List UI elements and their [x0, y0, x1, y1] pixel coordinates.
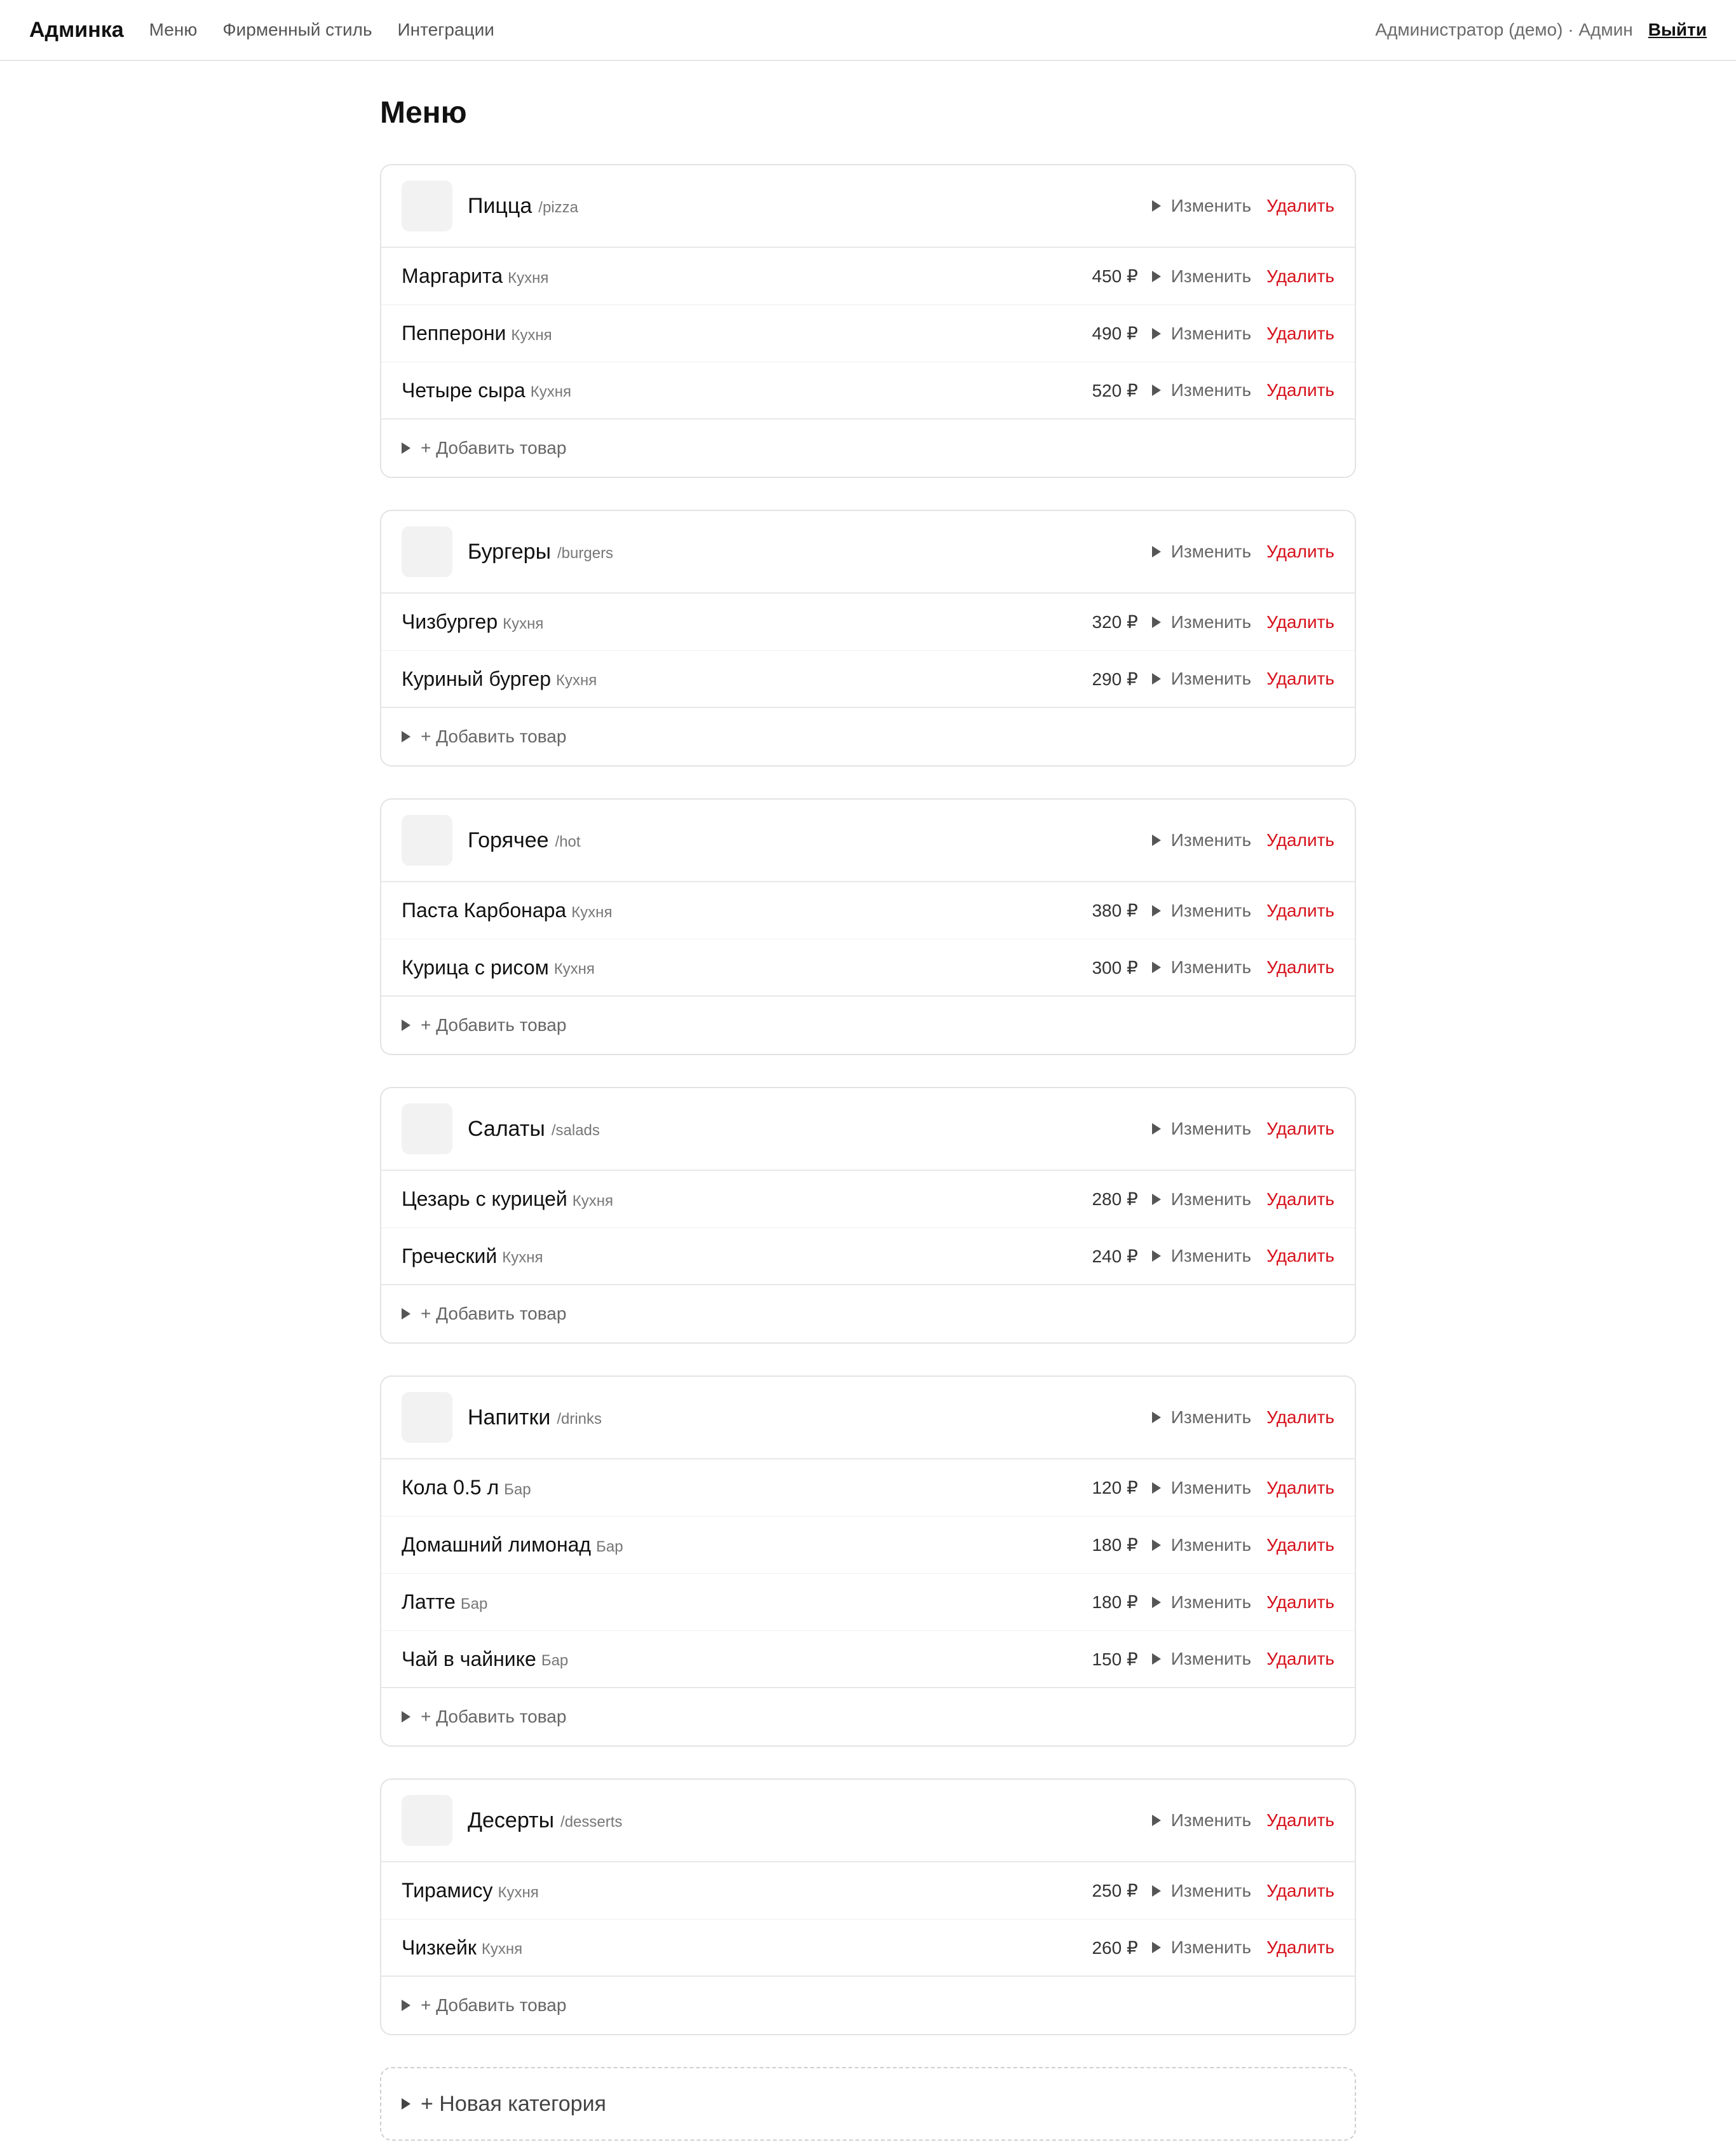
- row-actions: [1092, 266, 1334, 287]
- menu-item-row: [381, 248, 1355, 305]
- row-actions: [1092, 323, 1334, 344]
- row-actions: [1152, 1119, 1334, 1139]
- expand-triangle-icon: [1152, 1194, 1161, 1205]
- category-name: Напитки: [468, 1405, 551, 1429]
- expand-triangle-icon: [1152, 1815, 1161, 1826]
- category-list: [380, 164, 1356, 2035]
- item-price: 300 ₽: [1092, 957, 1138, 978]
- item-name: Кола 0.5 л: [402, 1476, 499, 1499]
- item-station: Кухня: [498, 1883, 539, 1901]
- category-header: [381, 1377, 1355, 1459]
- edit-toggle[interactable]: [1152, 1407, 1251, 1428]
- item-price: 380 ₽: [1092, 901, 1138, 920]
- item-price: 150 ₽: [1092, 1649, 1138, 1669]
- edit-label: Изменить: [1170, 1407, 1252, 1427]
- current-user-label: Администратор (демо) · Админ: [1375, 20, 1633, 39]
- edit-label: Изменить: [1170, 1592, 1252, 1612]
- row-actions: [1152, 1407, 1334, 1428]
- row-actions: [1092, 669, 1334, 690]
- category-slug: /burgers: [557, 545, 614, 562]
- edit-label: Изменить: [1170, 542, 1252, 561]
- expand-triangle-icon: [1152, 1885, 1161, 1897]
- expand-triangle-icon: [1152, 200, 1161, 212]
- category-slug: /desserts: [560, 1813, 623, 1831]
- edit-toggle[interactable]: [1152, 957, 1251, 978]
- delete-button[interactable]: Удалить: [1266, 380, 1334, 400]
- category-image-placeholder[interactable]: [402, 1392, 452, 1443]
- edit-label: Изменить: [1170, 1880, 1252, 1900]
- edit-label: Изменить: [1170, 1937, 1252, 1957]
- delete-button[interactable]: Удалить: [1266, 1937, 1334, 1957]
- edit-toggle[interactable]: [1152, 1937, 1251, 1958]
- edit-toggle[interactable]: [1152, 542, 1251, 562]
- menu-item-row: [381, 1920, 1355, 1977]
- category-card: [380, 510, 1356, 767]
- image-placeholder-icon: [425, 1814, 428, 1827]
- row-actions: [1092, 1592, 1334, 1613]
- edit-label: Изменить: [1170, 1649, 1252, 1668]
- category-card: [380, 164, 1356, 478]
- item-price: 490 ₽: [1092, 324, 1138, 343]
- edit-label: Изменить: [1170, 900, 1252, 920]
- menu-item-row: [381, 939, 1355, 997]
- item-name: Латте: [402, 1590, 456, 1613]
- add-item-label: + Добавить товар: [421, 1304, 567, 1323]
- menu-item-row: [381, 1459, 1355, 1517]
- new-category-toggle[interactable]: [380, 2067, 1356, 2141]
- image-placeholder-icon: [425, 834, 428, 847]
- category-header: [381, 165, 1355, 248]
- edit-toggle[interactable]: [1152, 1810, 1251, 1831]
- row-actions: [1152, 830, 1334, 850]
- add-item-toggle[interactable]: [381, 420, 1355, 477]
- item-name: Четыре сыра: [402, 378, 526, 402]
- menu-item-row: [381, 1631, 1355, 1688]
- delete-button[interactable]: Удалить: [1266, 1189, 1334, 1209]
- row-actions: [1092, 1534, 1334, 1555]
- add-item-label: + Добавить товар: [421, 1995, 567, 2015]
- item-station: Бар: [460, 1595, 488, 1613]
- edit-label: Изменить: [1170, 380, 1252, 400]
- category-card: [380, 1778, 1356, 2035]
- row-actions: [1092, 1246, 1334, 1267]
- expand-triangle-icon: [1152, 1597, 1161, 1608]
- edit-toggle[interactable]: [1152, 1535, 1251, 1555]
- edit-label: Изменить: [1170, 1810, 1252, 1830]
- category-name: Горячее: [468, 828, 549, 852]
- category-card: [380, 798, 1356, 1055]
- category-card: [380, 1375, 1356, 1747]
- item-price: 450 ₽: [1092, 266, 1138, 286]
- delete-button[interactable]: Удалить: [1266, 266, 1334, 286]
- expand-triangle-icon: [1152, 1250, 1161, 1262]
- expand-triangle-icon: [1152, 1942, 1161, 1953]
- category-image-placeholder[interactable]: [402, 1103, 452, 1154]
- item-station: Кухня: [508, 269, 549, 287]
- delete-button[interactable]: Удалить: [1266, 1592, 1334, 1612]
- add-item-label: + Добавить товар: [421, 438, 567, 458]
- add-item-toggle[interactable]: [381, 997, 1355, 1054]
- item-station: Кухня: [571, 903, 613, 921]
- category-header: [381, 1088, 1355, 1171]
- nav-link-brand-style[interactable]: Фирменный стиль: [222, 20, 372, 39]
- item-name: Чай в чайнике: [402, 1647, 536, 1670]
- category-name: Десерты: [468, 1808, 555, 1832]
- item-price: 320 ₽: [1092, 612, 1138, 632]
- menu-item-row: [381, 594, 1355, 651]
- menu-item-row: [381, 1862, 1355, 1920]
- add-item-label: + Добавить товар: [421, 1707, 567, 1726]
- delete-button[interactable]: Удалить: [1266, 1407, 1334, 1427]
- category-slug: /hot: [555, 833, 581, 850]
- item-name: Домашний лимонад: [402, 1533, 592, 1556]
- page-title: Меню: [380, 96, 467, 130]
- delete-button[interactable]: Удалить: [1266, 1810, 1334, 1830]
- delete-button[interactable]: Удалить: [1266, 611, 1334, 632]
- edit-label: Изменить: [1170, 1119, 1252, 1138]
- delete-button[interactable]: Удалить: [1266, 1477, 1334, 1498]
- category-header: [381, 511, 1355, 594]
- category-image-placeholder[interactable]: [402, 815, 452, 866]
- menu-item-row: [381, 362, 1355, 420]
- expand-triangle-icon: [402, 1711, 410, 1723]
- edit-toggle[interactable]: [1152, 612, 1251, 632]
- item-name: Курица с рисом: [402, 955, 549, 979]
- delete-button[interactable]: Удалить: [1266, 542, 1334, 561]
- category-header: [381, 1780, 1355, 1862]
- add-item-label: + Добавить товар: [421, 1015, 567, 1035]
- top-navigation-bar: [0, 0, 1736, 61]
- item-station: Бар: [504, 1480, 531, 1498]
- edit-toggle[interactable]: [1152, 380, 1251, 400]
- item-station: Кухня: [481, 1941, 523, 1958]
- user-area: [1375, 20, 1707, 40]
- category-card: [380, 1087, 1356, 1344]
- delete-button[interactable]: Удалить: [1266, 1246, 1334, 1266]
- logout-link[interactable]: Выйти: [1648, 20, 1707, 39]
- delete-button[interactable]: Удалить: [1266, 1880, 1334, 1900]
- row-actions: [1092, 611, 1334, 632]
- delete-button[interactable]: Удалить: [1266, 196, 1334, 215]
- item-name: Паста Карбонара: [402, 899, 567, 922]
- item-price: 520 ₽: [1092, 380, 1138, 400]
- image-placeholder-icon: [425, 545, 428, 559]
- expand-triangle-icon: [402, 2098, 410, 2110]
- delete-button[interactable]: Удалить: [1266, 957, 1334, 977]
- edit-toggle[interactable]: [1152, 1649, 1251, 1669]
- category-image-placeholder[interactable]: [402, 181, 452, 231]
- menu-item-row: [381, 1171, 1355, 1228]
- new-category-label: + Новая категория: [421, 2091, 606, 2116]
- row-actions: [1092, 1937, 1334, 1958]
- item-name: Маргарита: [402, 264, 503, 287]
- category-slug: /pizza: [538, 199, 578, 216]
- row-actions: [1092, 380, 1334, 401]
- item-name: Цезарь с курицей: [402, 1187, 567, 1210]
- row-actions: [1092, 1649, 1334, 1670]
- image-placeholder-icon: [425, 1411, 428, 1424]
- category-name: Пицца: [468, 193, 532, 218]
- row-actions: [1092, 957, 1334, 978]
- edit-toggle[interactable]: [1152, 1189, 1251, 1210]
- item-station: Кухня: [502, 1249, 543, 1266]
- expand-triangle-icon: [402, 731, 410, 742]
- edit-label: Изменить: [1170, 611, 1252, 632]
- expand-triangle-icon: [1152, 1653, 1161, 1665]
- expand-triangle-icon: [1152, 546, 1161, 557]
- row-actions: [1092, 1477, 1334, 1498]
- add-item-toggle[interactable]: [381, 1688, 1355, 1745]
- edit-toggle[interactable]: [1152, 196, 1251, 216]
- item-name: Чизкейк: [402, 1935, 477, 1959]
- expand-triangle-icon: [1152, 617, 1161, 628]
- add-item-label: + Добавить товар: [421, 727, 567, 746]
- row-actions: [1092, 1189, 1334, 1210]
- item-price: 280 ₽: [1092, 1189, 1138, 1209]
- expand-triangle-icon: [1152, 1539, 1161, 1551]
- category-image-placeholder[interactable]: [402, 526, 452, 577]
- edit-toggle[interactable]: [1152, 1246, 1251, 1266]
- row-actions: [1152, 1810, 1334, 1831]
- category-slug: /salads: [551, 1122, 600, 1139]
- edit-toggle[interactable]: [1152, 1478, 1251, 1498]
- edit-toggle[interactable]: [1152, 1592, 1251, 1613]
- nav-link-menu[interactable]: Меню: [149, 20, 198, 39]
- expand-triangle-icon: [1152, 962, 1161, 973]
- item-station: Кухня: [511, 326, 552, 344]
- item-price: 250 ₽: [1092, 1881, 1138, 1900]
- edit-label: Изменить: [1170, 266, 1252, 286]
- expand-triangle-icon: [1152, 673, 1161, 685]
- item-name: Греческий: [402, 1244, 498, 1267]
- edit-label: Изменить: [1170, 1246, 1252, 1266]
- menu-item-row: [381, 1517, 1355, 1574]
- edit-toggle[interactable]: [1152, 1881, 1251, 1901]
- category-slug: /drinks: [557, 1410, 602, 1428]
- add-item-toggle[interactable]: [381, 1977, 1355, 2034]
- main-content: [380, 61, 1356, 2141]
- edit-label: Изменить: [1170, 669, 1252, 688]
- item-station: Бар: [596, 1538, 623, 1555]
- category-header: [381, 800, 1355, 882]
- expand-triangle-icon: [1152, 1123, 1161, 1135]
- edit-label: Изменить: [1170, 1534, 1252, 1555]
- item-price: 240 ₽: [1092, 1246, 1138, 1266]
- expand-triangle-icon: [1152, 1412, 1161, 1423]
- delete-button[interactable]: Удалить: [1266, 900, 1334, 920]
- edit-label: Изменить: [1170, 323, 1252, 343]
- expand-triangle-icon: [402, 1308, 410, 1320]
- item-station: Кухня: [556, 672, 597, 689]
- edit-toggle[interactable]: [1152, 901, 1251, 921]
- category-name: Салаты: [468, 1116, 545, 1141]
- expand-triangle-icon: [402, 1020, 410, 1031]
- row-actions: [1092, 1880, 1334, 1901]
- category-name: Бургеры: [468, 539, 552, 564]
- edit-toggle[interactable]: [1152, 1119, 1251, 1139]
- add-item-toggle[interactable]: [381, 1285, 1355, 1342]
- expand-triangle-icon: [402, 2000, 410, 2011]
- expand-triangle-icon: [1152, 328, 1161, 339]
- item-price: 180 ₽: [1092, 1535, 1138, 1555]
- edit-label: Изменить: [1170, 957, 1252, 977]
- expand-triangle-icon: [1152, 271, 1161, 282]
- row-actions: [1152, 196, 1334, 216]
- item-name: Пепперони: [402, 322, 506, 345]
- nav-link-integrations[interactable]: Интеграции: [397, 20, 494, 39]
- item-station: Кухня: [572, 1192, 614, 1210]
- item-station: Кухня: [553, 960, 595, 978]
- category-image-placeholder[interactable]: [402, 1795, 452, 1846]
- item-name: Чизбургер: [402, 610, 498, 633]
- menu-item-row: [381, 1574, 1355, 1631]
- expand-triangle-icon: [1152, 905, 1161, 917]
- edit-toggle[interactable]: [1152, 669, 1251, 689]
- image-placeholder-icon: [425, 200, 428, 213]
- row-actions: [1092, 900, 1334, 921]
- edit-label: Изменить: [1170, 1477, 1252, 1498]
- item-price: 290 ₽: [1092, 669, 1138, 689]
- item-station: Кухня: [503, 615, 544, 632]
- menu-item-row: [381, 651, 1355, 708]
- add-item-toggle[interactable]: [381, 708, 1355, 765]
- expand-triangle-icon: [1152, 1482, 1161, 1494]
- edit-label: Изменить: [1170, 1189, 1252, 1209]
- delete-button[interactable]: Удалить: [1266, 830, 1334, 850]
- expand-triangle-icon: [1152, 385, 1161, 396]
- item-name: Тирамису: [402, 1879, 493, 1902]
- item-station: Бар: [541, 1652, 569, 1669]
- delete-button[interactable]: Удалить: [1266, 1534, 1334, 1555]
- item-price: 120 ₽: [1092, 1478, 1138, 1498]
- item-price: 260 ₽: [1092, 1937, 1138, 1958]
- menu-item-row: [381, 305, 1355, 362]
- edit-label: Изменить: [1170, 830, 1252, 850]
- item-price: 180 ₽: [1092, 1592, 1138, 1612]
- expand-triangle-icon: [1152, 835, 1161, 846]
- delete-button[interactable]: Удалить: [1266, 1119, 1334, 1138]
- edit-toggle[interactable]: [1152, 830, 1251, 850]
- item-station: Кухня: [530, 383, 572, 400]
- image-placeholder-icon: [425, 1122, 428, 1136]
- expand-triangle-icon: [402, 442, 410, 454]
- brand-logo-text[interactable]: Админка: [29, 17, 124, 42]
- edit-toggle[interactable]: [1152, 324, 1251, 344]
- delete-button[interactable]: Удалить: [1266, 669, 1334, 688]
- item-name: Куриный бургер: [402, 667, 552, 690]
- delete-button[interactable]: Удалить: [1266, 323, 1334, 343]
- menu-item-row: [381, 882, 1355, 939]
- edit-label: Изменить: [1170, 196, 1252, 215]
- delete-button[interactable]: Удалить: [1266, 1649, 1334, 1668]
- edit-toggle[interactable]: [1152, 266, 1251, 287]
- row-actions: [1152, 542, 1334, 562]
- menu-item-row: [381, 1228, 1355, 1285]
